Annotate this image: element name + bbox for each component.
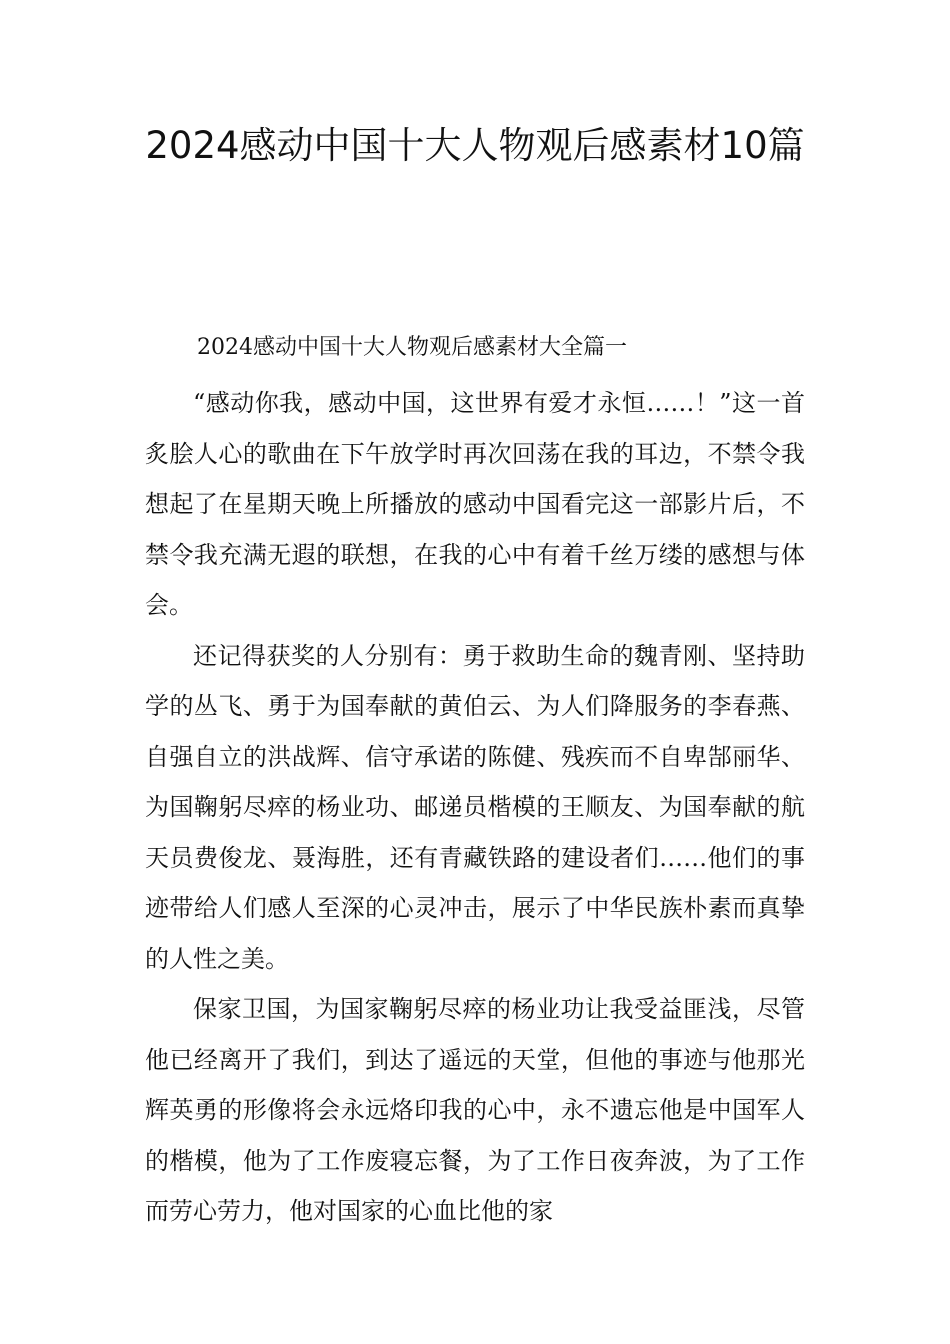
paragraph-1: “感动你我，感动中国，这世界有爱才永恒……！”这一首炙脍人心的歌曲在下午放学时再次回荡在我的耳边，不禁令我想起了在星期天晚上所播放的感动中国看完这一部影片后，不禁令我充满无遐的联想，在我的心中有着千丝万缕的感想与体会。 [145, 389, 805, 619]
document-body [145, 328, 805, 1237]
paragraph-3: 保家卫国，为国家鞠躬尽瘁的杨业功让我受益匪浅，尽管他已经离开了我们，到达了遥远的天堂，但他的事迹与他那光辉英勇的形像将会永远烙印我的心中，永不遗忘他是中国军人的楷模，他为了工作废寝忘餐，为了工作日夜奔波，为了工作而劳心劳力，他对国家的心血比他的家 [145, 995, 805, 1225]
paragraph-2: 还记得获奖的人分别有：勇于救助生命的魏青刚、坚持助学的丛飞、勇于为国奉献的黄伯云、为人们降服务的李春燕、自强自立的洪战辉、信守承诺的陈健、残疾而不自卑郜丽华、为国鞠躬尽瘁的杨业功、邮递员楷模的王顺友、为国奉献的航天员费俊龙、聂海胜，还有青藏铁路的建设者们……他们的事迹带给人们感人至深的心灵冲击，展示了中华民族朴素而真挚的人性之美。 [145, 641, 805, 973]
document-title: 2024感动中国十大人物观后感素材10篇 [145, 124, 805, 167]
section-heading: 2024感动中国十大人物观后感素材大全篇一 [197, 335, 627, 360]
